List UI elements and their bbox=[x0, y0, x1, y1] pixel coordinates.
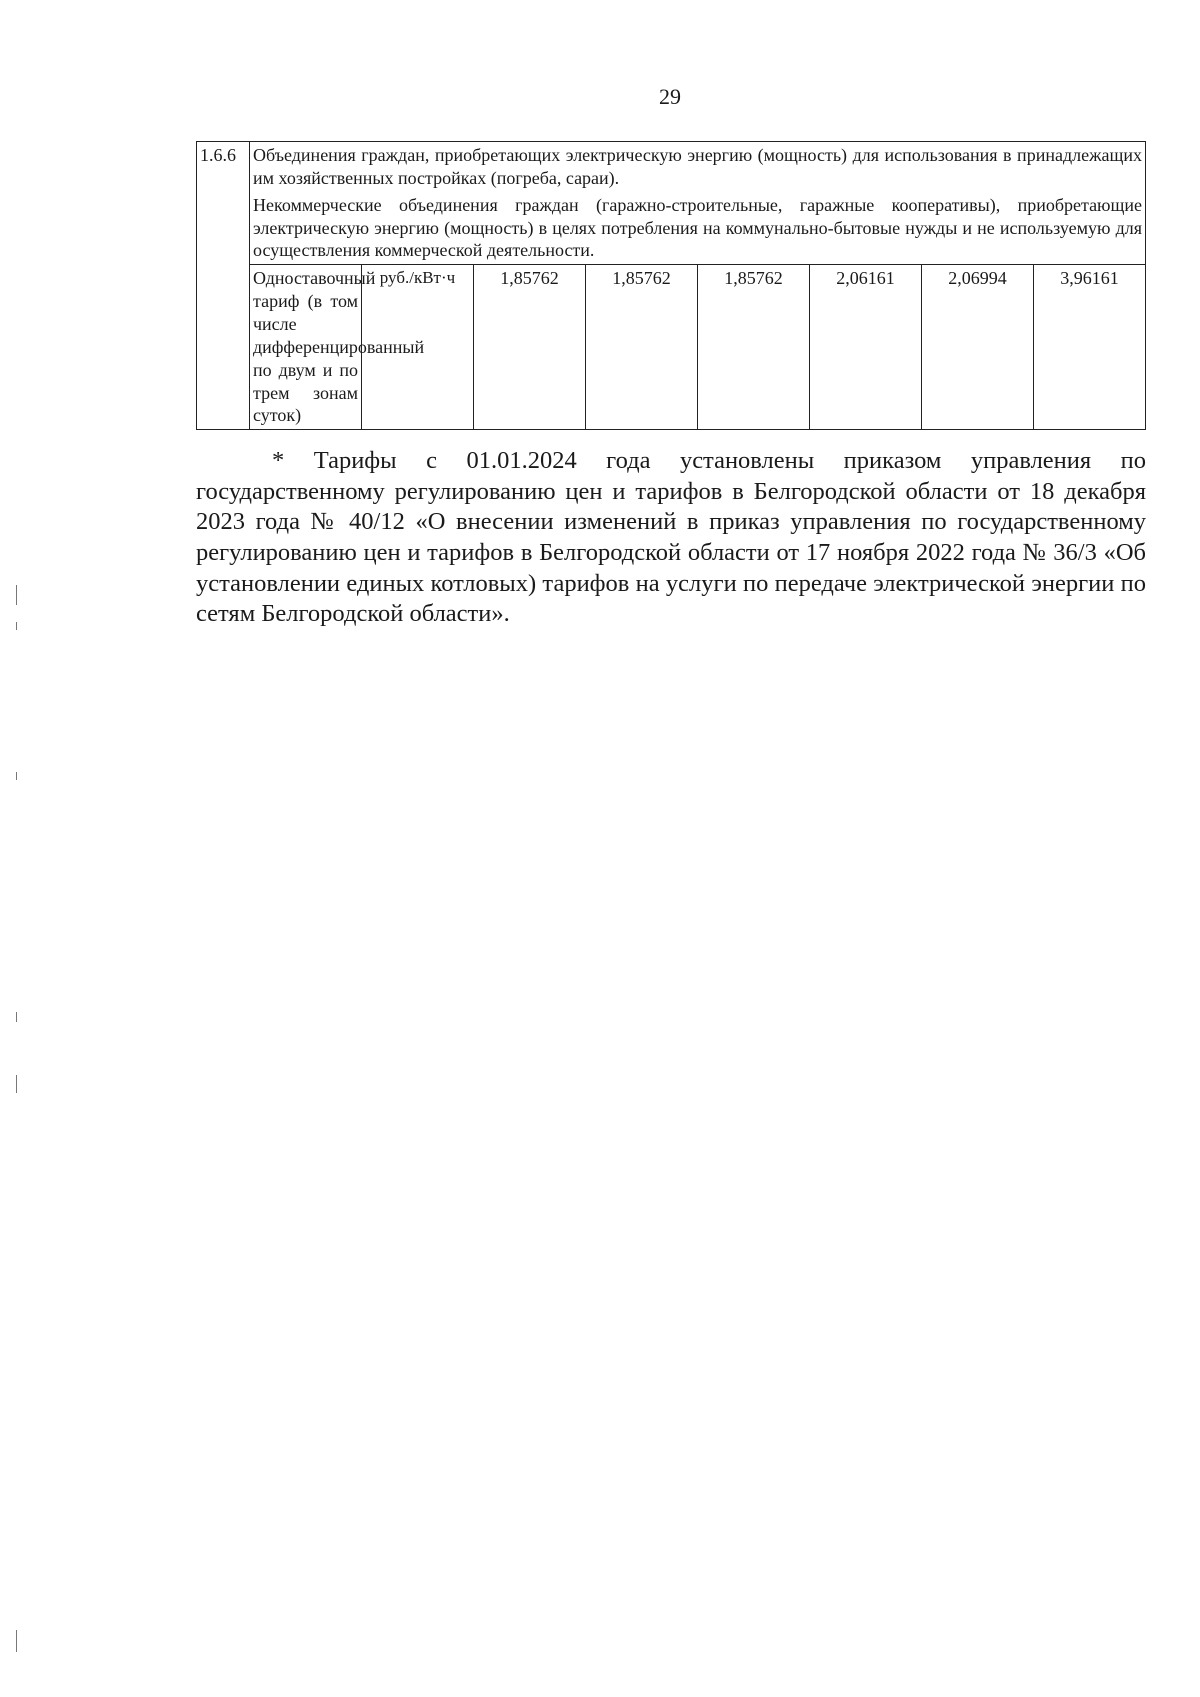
scan-edge-mark bbox=[16, 585, 17, 605]
tariff-value-cell: 1,85762 bbox=[474, 265, 586, 430]
table-row-section bbox=[197, 142, 1146, 265]
section-description-cell bbox=[250, 142, 1146, 265]
scan-edge-mark bbox=[16, 1630, 17, 1652]
footnote: * Тарифы с 01.01.2024 года установлены приказом управления по государственному регулированию цен и тарифов в Белгородской области от 18 декабря 2023 года № 40/12 «О внесении изменений в приказ управления по государственному регулированию цен и тарифов в Белгородской области от 17 ноября 2022 года № 36/3 «Об установлении единых котловых) тарифов на услуги по передаче электрической энергии по сетям Белгородской области». bbox=[196, 447, 1146, 628]
scan-edge-mark bbox=[16, 1075, 17, 1093]
section-code-cell: 1.6.6 bbox=[197, 142, 250, 430]
description-paragraph-2: Некоммерческие объединения граждан (гаражно-строительные, гаражные кооперативы), приобретающие электрическую энергию (мощность) в целях потребления на коммунально-бытовые нужды и не используемую для осуществления коммерческой деятельности. bbox=[253, 194, 1142, 261]
scan-edge-mark bbox=[16, 622, 17, 630]
unit-cell: руб./кВт·ч bbox=[362, 265, 474, 430]
page-number: 29 bbox=[659, 84, 681, 109]
tariff-value-cell: 2,06994 bbox=[922, 265, 1034, 430]
scan-edge-mark bbox=[16, 772, 17, 780]
tariff-value-cell: 1,85762 bbox=[698, 265, 810, 430]
tariff-value-cell: 1,85762 bbox=[586, 265, 698, 430]
tariff-table bbox=[196, 141, 1146, 430]
description-paragraph-1: Объединения граждан, приобретающих электрическую энергию (мощность) для использования в принадлежащих им хозяйственных постройках (погреба, сараи). bbox=[253, 145, 1142, 188]
tariff-value-cell: 3,96161 bbox=[1034, 265, 1146, 430]
rate-name-cell: Одноставочный тариф (в том числе дифференцированный по двум и по трем зонам суток) bbox=[250, 265, 362, 430]
scan-edge-mark bbox=[16, 1012, 17, 1022]
table-row-rate bbox=[197, 265, 1146, 430]
tariff-value-cell: 2,06161 bbox=[810, 265, 922, 430]
